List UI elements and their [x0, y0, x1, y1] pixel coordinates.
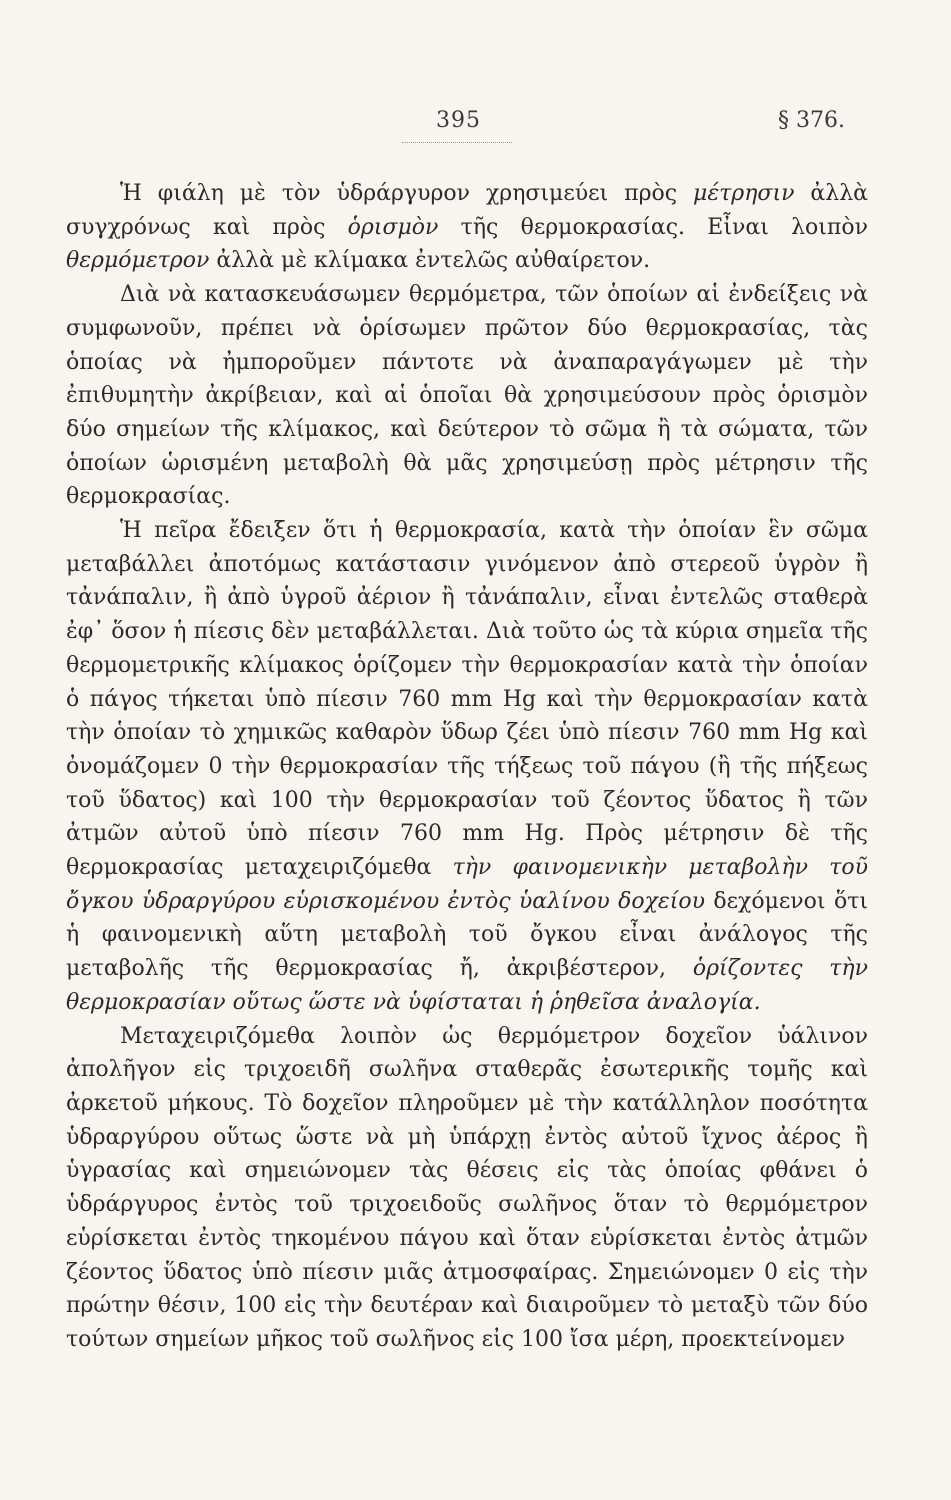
paragraph-thermometer-construction [66, 278, 868, 514]
text-run: τῆς θερμοκρασίας. Εἶναι λοιπὸν [438, 214, 868, 240]
italic-run: μέτρησιν [693, 181, 795, 206]
text-run: Ἡ πεῖρα ἔδειξεν ὅτι ἡ θερμοκρασία, κατὰ τὴν ὁποίαν ἓν σῶμα μεταβάλλει ἀποτόμως κατάστασιν γινόμενον ἀπὸ στερεοῦ ὑγρὸν ἢ τἀνάπαλιν, ἢ ἀπὸ ὑγροῦ ἀέριον ἢ τἀνάπαλιν, εἶναι ἐντελῶς σταθερὰ ἐφ᾽ ὅσον ἡ πίεσις δὲν μεταβάλλεται. Διὰ τοῦτο ὡς τὰ κύρια σημεῖα τῆς θερμομετρικῆς κλίμακος ὁρίζομεν τὴν θερμοκρασίαν κατὰ τὴν ὁποίαν ὁ πάγος τήκεται ὑπὸ πίεσιν 760 mm Hg καὶ τὴν θερμοκρασίαν κατὰ τὴν ὁποίαν τὸ χημικῶς καθαρὸν ὕδωρ ζέει ὑπὸ πίεσιν 760 mm Hg καὶ ὀνομάζομεν 0 τὴν θερμοκρασίαν τῆς τήξεως τοῦ πάγου (ἢ τῆς πήξεως τοῦ ὕδατος) καὶ 100 τὴν θερμοκρασίαν τοῦ ζέοντος ὕδατος ἢ τῶν ἀτμῶν αὐτοῦ ὑπὸ πίεσιν 760 mm Hg. Πρὸς μέτρησιν δὲ τῆς θερμοκρασίας μεταχειριζόμεθα [66, 518, 868, 881]
text-run: Ἡ φιάλη μὲ τὸν ὑδράργυρον χρησιμεύει πρὸς [120, 181, 694, 206]
text-run: δεχόμενοι ὅτι ἡ φαινομενικὴ αὕτη μεταβολὴ τοῦ ὄγκου εἶναι ἀνάλογος τῆς μεταβολῆς τῆς θερμοκρασίας ἤ, ἀκριβέστερον, [66, 888, 868, 982]
section-reference: § 376. [778, 108, 845, 133]
italic-run: ὁρισμὸν [347, 214, 439, 240]
paragraph-fixed-points [66, 514, 868, 1020]
text-run: ἀλλὰ μὲ κλίμακα ἐντελῶς αὐθαίρετον. [209, 248, 651, 274]
body-text [66, 177, 868, 1357]
text-run: Διὰ νὰ κατασκευάσωμεν θερμόμετρα, τῶν ὁποίων αἱ ἐνδείξεις νὰ συμφωνοῦν, πρέπει νὰ ὁρίσωμεν πρῶτον δύο θερμοκρασίας, τὰς ὁποίας νὰ ἠμποροῦμεν πάντοτε νὰ ἀναπαραγάγωμεν μὲ τὴν ἐπιθυμητὴν ἀκρίβειαν, καὶ αἱ ὁποῖαι θὰ χρησιμεύσουν πρὸς ὁρισμὸν δύο σημείων τῆς κλίμακος, καὶ δεύτερον τὸ σῶμα ἢ τὰ σώματα, τῶν ὁποίων ὡρισμένη μεταβολὴ θὰ μᾶς χρησιμεύσῃ πρὸς μέτρησιν τῆς θερμοκρασίας. [66, 282, 868, 510]
paragraph-mercury-flask [66, 177, 868, 278]
page-header [0, 108, 951, 148]
italic-run: τὴν φαινομενικὴν μεταβολὴν τοῦ ὄγκου ὑδραργύρου εὑρισκομένου ἐντὸς ὑαλίνου δοχείου [66, 855, 868, 914]
text-run: ἀλλὰ συγχρόνως καὶ πρὸς [66, 181, 868, 240]
header-rule [402, 142, 512, 143]
page-number: 395 [436, 108, 481, 133]
italic-run: θερμόμετρον [66, 248, 210, 274]
italic-run: ὁρίζοντες τὴν θερμοκρασίαν οὕτως ὥστε νὰ ὑφίσταται ἡ ῥηθεῖσα ἀναλογία. [66, 956, 868, 1015]
paragraph-calibration [66, 1020, 868, 1357]
text-run: Μεταχειριζόμεθα λοιπὸν ὡς θερμόμετρον δοχεῖον ὑάλινον ἀπολῆγον εἰς τριχοειδῆ σωλῆνα σταθερᾶς ἐσωτερικῆς τομῆς καὶ ἀρκετοῦ μήκους. Τὸ δοχεῖον πληροῦμεν μὲ τὴν κατάλληλον ποσότητα ὑδραργύρου οὕτως ὥστε νὰ μὴ ὑπάρχῃ ἐντὸς αὐτοῦ ἴχνος ἀέρος ἢ ὑγρασίας καὶ σημειώνομεν τὰς θέσεις εἰς τὰς ὁποίας φθάνει ὁ ὑδράργυρος ἐντὸς τοῦ τριχοειδοῦς σωλῆνος ὅταν τὸ θερμόμετρον εὑρίσκεται ἐντὸς τηκομένου πάγου καὶ ὅταν εὑρίσκεται ἐντὸς ἀτμῶν ζέοντος ὕδατος ὑπὸ πίεσιν μιᾶς ἀτμοσφαίρας. Σημειώνομεν 0 εἰς τὴν πρώτην θέσιν, 100 εἰς τὴν δευτέραν καὶ διαιροῦμεν τὸ μεταξὺ τῶν δύο τούτων σημείων μῆκος τοῦ σωλῆνος εἰς 100 ἴσα μέρη, προεκτείνομεν [66, 1023, 868, 1352]
